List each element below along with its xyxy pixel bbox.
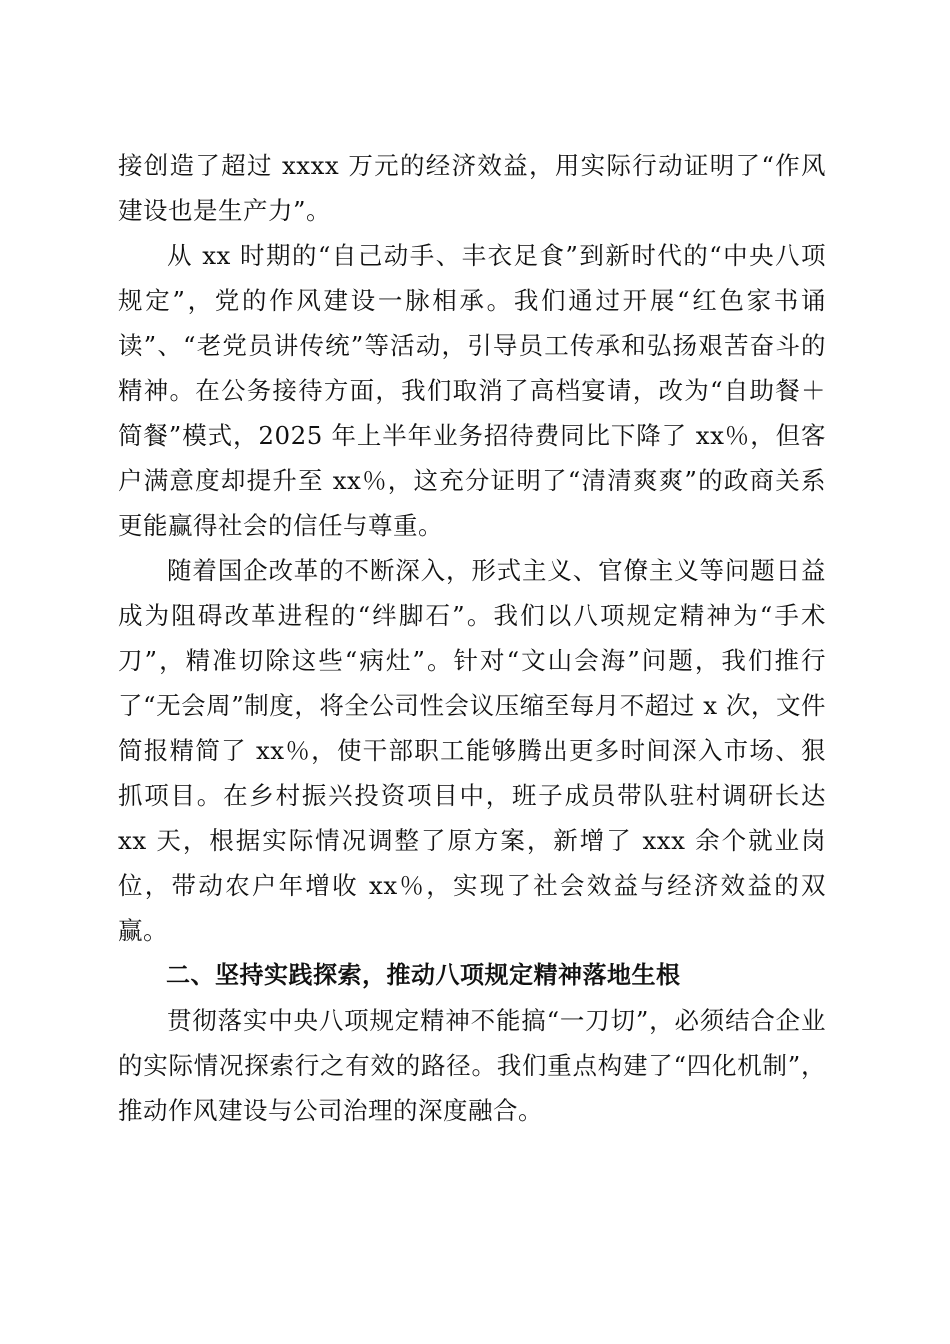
document-body [118, 143, 826, 1133]
paragraph-tradition: 从 xx 时期的“自己动手、丰衣足食”到新时代的“中央八项规定”，党的作风建设一脉相承。我们通过开展“红色家书诵读”、“老党员讲传统”等活动，引导员工传承和弘扬艰苦奋斗的精神。在公务接待方面，我们取消了高档宴请，改为“自助餐＋简餐”模式，2025 年上半年业务招待费同比下降了 xx％，但客户满意度却提升至 xx％，这充分证明了“清清爽爽”的政商关系更能赢得社会的信任与尊重。 [118, 241, 826, 540]
section-heading: 二、坚持实践探索，推动八项规定精神落地生根 [166, 961, 681, 989]
paragraph-reform: 随着国企改革的不断深入，形式主义、官僚主义等问题日益成为阻碍改革进程的“绊脚石”。我们以八项规定精神为“手术刀”，精准切除这些“病灶”。针对“文山会海”问题，我们推行了“无会周”制度，将全公司性会议压缩至每月不超过 x 次，文件简报精简了 xx％，使干部职工能够腾出更多时间深入市场、狠抓项目。在乡村振兴投资项目中，班子成员带队驻村调研长达 xx 天，根据实际情况调整了原方案，新增了 xxx 余个就业岗位，带动农户年增收 xx％，实现了社会效益与经济效益的双赢。 [118, 556, 826, 945]
paragraph-continuation: 接创造了超过 xxxx 万元的经济效益，用实际行动证明了“作风建设也是生产力”。 [118, 151, 826, 225]
paragraph-practice: 贯彻落实中央八项规定精神不能搞“一刀切”，必须结合企业的实际情况探索行之有效的路径。我们重点构建了“四化机制”，推动作风建设与公司治理的深度融合。 [118, 1006, 826, 1125]
